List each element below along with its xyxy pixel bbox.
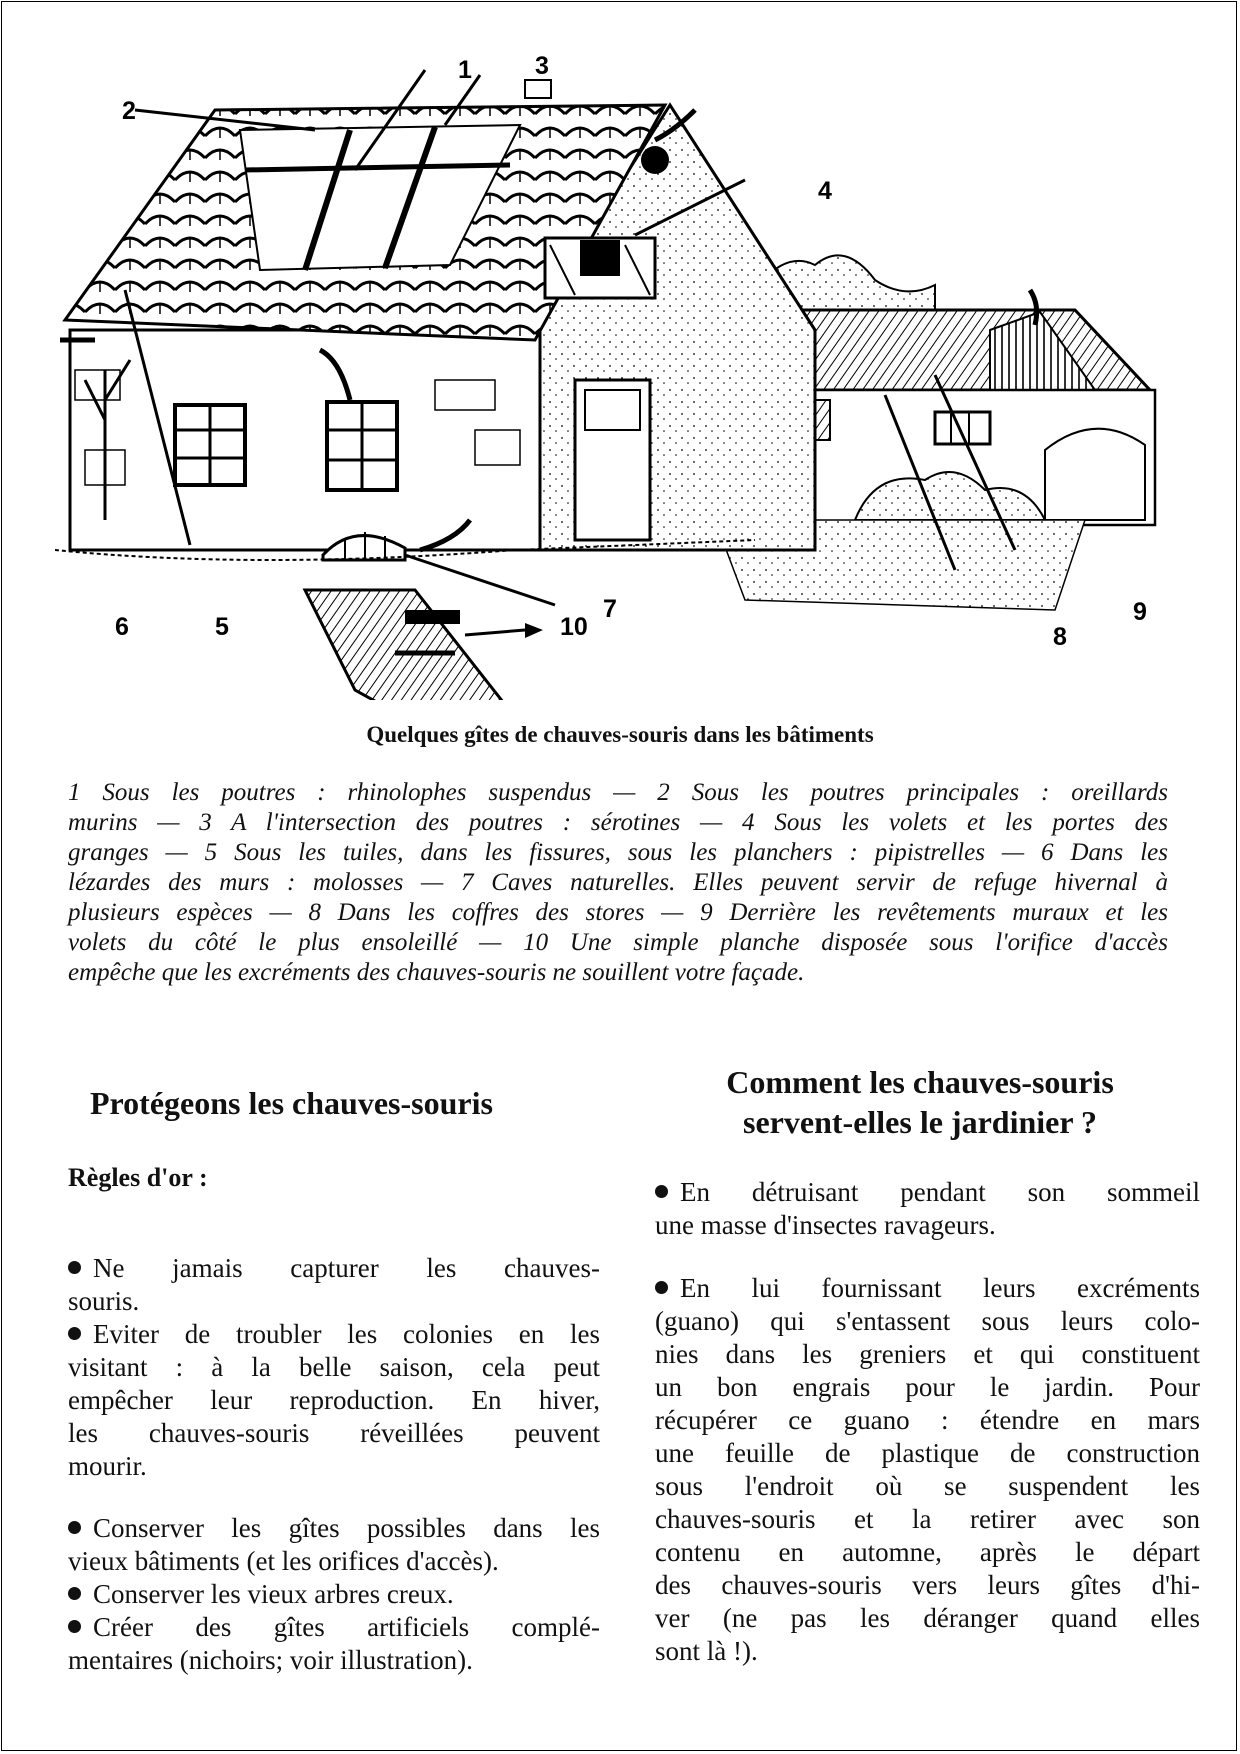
bullet-icon [655, 1281, 668, 1294]
right-section-heading [640, 1062, 1200, 1142]
bullet-icon [68, 1620, 81, 1633]
legend-line: volets du côté le plus ensoleillé — 10 Une simple planche disposée sous l'orifice d'accès [68, 929, 1168, 956]
benefit-text: chauves-souris et la retirer avec son [655, 1504, 1200, 1534]
house-illustration [55, 50, 1185, 700]
legend-line: empêche que les excréments des chauves-souris ne souillent votre façade. [68, 959, 805, 986]
callout-number: 4 [818, 177, 832, 205]
benefit-text: En détruisant pendant son sommeil [680, 1177, 1200, 1207]
rule-text: Conserver les gîtes possibles dans les [93, 1513, 600, 1543]
benefit-text: sous l'endroit où se suspendent les [655, 1471, 1200, 1501]
legend-line: plusieurs espèces — 8 Dans les coffres des stores — 9 Derrière les revêtements muraux et les [68, 899, 1168, 926]
legend-line: murins — 3 A l'intersection des poutres : sérotines — 4 Sous les volets et les portes des [68, 809, 1168, 836]
legend-line: lézardes des murs : molosses — 7 Caves naturelles. Elles peuvent servir de refuge hivernal à [68, 869, 1168, 896]
rule-text: visitant : à la belle saison, cela peut [68, 1352, 600, 1382]
bullet-icon [68, 1261, 81, 1274]
rule-text: souris. [68, 1286, 140, 1316]
rules-list-group-2 [68, 1512, 600, 1677]
gardener-benefit-2 [655, 1272, 1200, 1668]
bullet-icon [68, 1587, 81, 1600]
benefit-text: En lui fournissant leurs excréments [680, 1273, 1200, 1303]
benefit-text: sont là !). [655, 1636, 758, 1666]
benefit-text: (guano) qui s'entassent sous leurs colo- [655, 1306, 1200, 1336]
rule-text: vieux bâtiments (et les orifices d'accès). [68, 1546, 499, 1576]
callout-number: 7 [603, 595, 617, 623]
bullet-icon [655, 1185, 668, 1198]
rule-text: Conserver les vieux arbres creux. [93, 1579, 454, 1609]
callout-number: 10 [560, 613, 588, 641]
rule-item [68, 1611, 600, 1677]
rule-item [68, 1252, 600, 1318]
callout-number: 3 [535, 52, 549, 80]
rule-item [68, 1578, 600, 1611]
window-middle [327, 402, 397, 490]
benefit-text: contenu en automne, après le départ [655, 1537, 1200, 1567]
bullet-icon [68, 1521, 81, 1534]
legend-line: 1 Sous les poutres : rhinolophes suspendus — 2 Sous les poutres principales : oreillards [68, 779, 1168, 806]
benefit-text: nies dans les greniers et qui constituent [655, 1339, 1200, 1369]
figure-caption-title: Quelques gîtes de chauves-souris dans les bâtiments [366, 722, 874, 747]
rules-list-group-1 [68, 1252, 600, 1483]
legend-line: granges — 5 Sous les tuiles, dans les fissures, sous les planchers : pipistrelles — 6 Dans les [68, 839, 1168, 866]
rule-item [68, 1512, 600, 1578]
callout-number: 2 [122, 97, 136, 125]
benefit-text: récupérer ce guano : étendre en mars [655, 1405, 1200, 1435]
gardener-benefit-1 [655, 1176, 1200, 1242]
callout-number: 9 [1133, 598, 1147, 626]
bullet-icon [68, 1327, 81, 1340]
rule-text: Créer des gîtes artificiels complé- [93, 1612, 600, 1642]
rule-text: les chauves-souris réveillées peuvent [68, 1418, 600, 1448]
golden-rules-subheading: Règles d'or : [68, 1163, 208, 1192]
rule-text: empêcher leur reproduction. En hiver, [68, 1385, 600, 1415]
rule-text: mourir. [68, 1451, 147, 1481]
benefit-text: une masse d'insectes ravageurs. [655, 1210, 996, 1240]
rule-text: Eviter de troubler les colonies en les [93, 1319, 600, 1349]
planche-detail-inset [305, 590, 525, 700]
left-section-heading: Protégeons les chauves-souris [90, 1085, 493, 1121]
right-heading-line: servent-elles le jardinier ? [743, 1104, 1097, 1140]
benefit-text: ver (ne pas les déranger quand elles [655, 1603, 1200, 1633]
callout-number: 1 [458, 56, 472, 84]
callout-number: 6 [115, 613, 129, 641]
rule-text: mentaires (nichoirs; voir illustration). [68, 1645, 473, 1675]
callout-number: 5 [215, 613, 229, 641]
door [575, 380, 650, 540]
benefit-text: des chauves-souris vers leurs gîtes d'hi- [655, 1570, 1200, 1600]
figure-legend [68, 778, 1168, 988]
main-house-wall [70, 330, 540, 550]
benefit-text: un bon engrais pour le jardin. Pour [655, 1372, 1200, 1402]
rule-text: Ne jamais capturer les chauves- [93, 1253, 600, 1283]
benefit-text: une feuille de plastique de construction [655, 1438, 1200, 1468]
rule-item [68, 1318, 600, 1483]
window-left [175, 405, 245, 485]
right-heading-line: Comment les chauves-souris [726, 1064, 1114, 1100]
callout-number: 8 [1053, 623, 1067, 651]
